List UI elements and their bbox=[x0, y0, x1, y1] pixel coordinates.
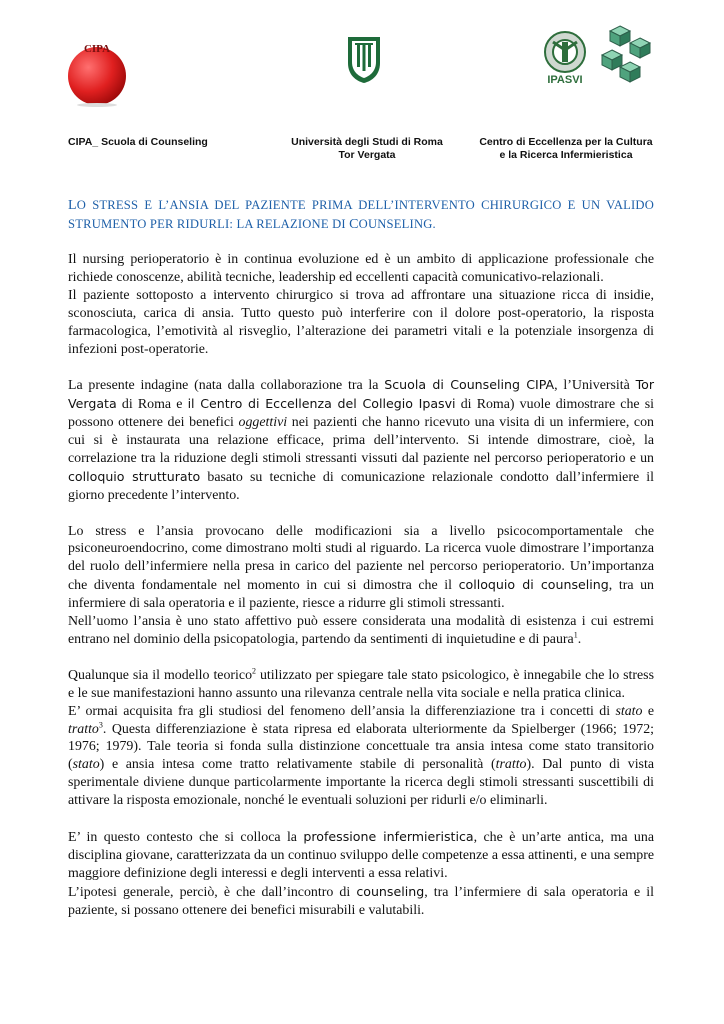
university-logo bbox=[344, 35, 384, 85]
paragraph-1: Il nursing perioperatorio è in continua evoluzione ed è un ambito di applicazione professionale che richiede conoscenze, abilità tecniche, leadership ed eccellenti capacità comunicativo-relazionali. bbox=[68, 252, 654, 285]
header-left bbox=[68, 136, 268, 149]
header-middle bbox=[282, 136, 452, 162]
paragraph-9: L’ipotesi generale, perciò, è che dall’incontro di counseling, tra l’infermiere di sala operatoria e il paziente, si possano ottenere dei benefici misurabili e valutabili. bbox=[68, 883, 654, 918]
cubes-logo bbox=[600, 24, 656, 84]
header-university: Università degli Studi di Roma bbox=[291, 136, 443, 148]
document-title: LO STRESS E L’ANSIA DEL PAZIENTE PRIMA DELL’INTERVENTO CHIRURGICO E UN VALIDO STRUMENTO PER RIDURLI: LA RELAZIONE DI COUNSELING. bbox=[68, 198, 654, 232]
paragraph-2: Il paziente sottoposto a intervento chirurgico si trova ad affrontare una situazione ricca di insidie, sconosciuta, carica di ansia. Tutto questo può interferire con il dolore post-operatorio, la risposta farmacologica, l’emotività al risveglio, l’alterazione dei parametri vitali e la potenziale insorgenza di infezioni post-operatorie. bbox=[68, 287, 654, 357]
paragraph-7: E’ ormai acquisita fra gli studiosi del fenomeno dell’ansia la differenziazione tra i concetti di stato e tratto$^3$. Questa differenziazione è stata ripresa ed elaborata ulteriormente da Spielberger (1966; 1972; 1976; 1979). Tale teoria si fonda sulla distinzione concettuale tra ansia intesa come stato transitorio (stato) e ansia intesa come tratto relativamente stabile di personalità (tratto). Dal punto di vista sperimentale diviene dunque particolarmente importante la ricerca degli stimoli stressanti suscettibili di attivare la risposta emozionale, nonché le eventuali soluzioni per ridurli e/o eliminarli. bbox=[68, 703, 654, 809]
header-centre: Centro di Eccellenza per la Cultura bbox=[479, 136, 653, 148]
paragraph-3: La presente indagine (nata dalla collaborazione tra la Scuola di Counseling CIPA, l’Università Tor Vergata di Roma e il Centro di Eccellenza del Collegio Ipasvi di Roma) vuole dimostrare che si possono ottenere dei benefici oggettivi nei pazienti che hanno ricevuto una visita di un infermiere, con cui si è instaurata una relazione efficace, prima dell’intervento. Si intende dimostrare, cioè, la correlazione tra la riduzione degli stimoli stressanti vissuti dal paziente nel percorso perioperatorio e un colloquio strutturato basato su tecniche di comunicazione relazionale condotto dall’infermiere il giorno precedente l’intervento. bbox=[68, 377, 655, 503]
footnote-ref-2: 2 bbox=[252, 666, 257, 676]
header-centre-sub: e la Ricerca Infermieristica bbox=[499, 149, 633, 161]
header-cipa-school: CIPA_ Scuola di Counseling bbox=[68, 136, 208, 148]
paragraph-5: Nell’uomo l’ansia è uno stato affettivo può essere considerata una modalità di esistenza i cui estremi entrano nel dominio della psicopatologia, partendo da sentimenti di inquietudine e di paura$^1$. bbox=[68, 614, 654, 647]
footnote-ref-1: 1 bbox=[573, 630, 578, 640]
header-right bbox=[466, 136, 666, 162]
paragraph-6: Qualunque sia il modello teorico$^2$ utilizzato per spiegare tale stato psicologico, è innegabile che lo stress e le sue manifestazioni hanno assunto una rilevanza centrale nella vita sociale e nella pratica clinica. bbox=[68, 666, 654, 701]
paragraph-8: E’ in questo contesto che si colloca la professione infermieristica, che è un’arte antica, ma una disciplina giovane, caratterizzata da un continuo sviluppo delle competenze a essa attinenti, e una sempre maggiore definizione degli interessi e degli interventi a essa relativi. bbox=[68, 828, 654, 881]
paragraph-4: Lo stress e l’ansia provocano delle modificazioni sia a livello psicocomportamentale che psiconeuroendocrino, come dimostrano molti studi al riguardo. La ricerca vuole dimostrare l’importanza del ruolo dell’infermiere nella presa in carico del paziente nel percorso perioperatorio. Un’importanza che diventa fondamentale nel momento in cui si dimostra che il colloquio di counseling, tra un infermiere di sala operatoria e il paziente, riesce a ridurre gli stimoli stressanti. bbox=[68, 523, 654, 612]
ipasvi-logo-text: IPASVI bbox=[547, 74, 583, 86]
header-university-sub: Tor Vergata bbox=[338, 149, 396, 161]
cipa-logo-text: CIPA bbox=[83, 43, 111, 55]
ipasvi-logo bbox=[538, 28, 592, 86]
document-body bbox=[68, 251, 654, 919]
cipa-logo bbox=[62, 38, 132, 108]
footnote-ref-3: 3 bbox=[98, 719, 103, 729]
